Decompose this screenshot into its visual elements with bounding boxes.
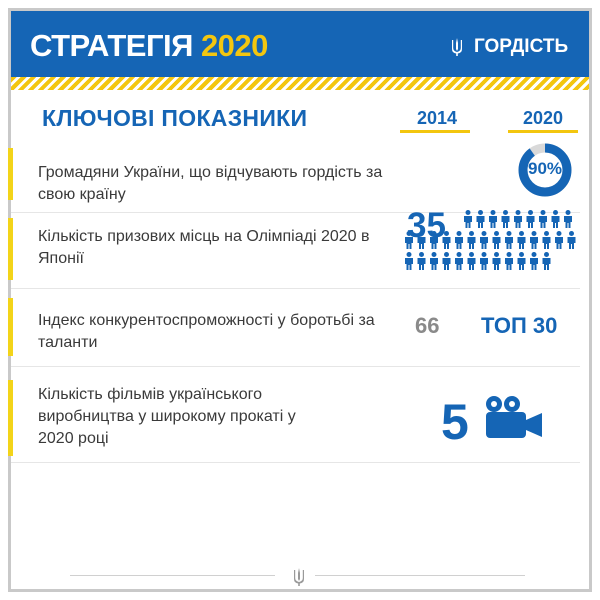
person-icon [530, 252, 538, 270]
footer-trident-icon [293, 568, 305, 586]
olympics-value: 35 [407, 206, 446, 245]
person-icon [539, 210, 547, 228]
column-year-2020: 2020 [522, 108, 564, 128]
row-label-competitiveness: Індекс конкурентоспроможності у боротьбі за таланти [38, 312, 375, 351]
year-underline-2014 [400, 130, 470, 133]
films-value: 5 [441, 394, 469, 450]
person-icon [493, 231, 501, 249]
person-icon [505, 252, 513, 270]
infographic-frame [8, 8, 592, 592]
row-label-olympics: Кількість призових місць на Олімпіаді 2020 в Японії [38, 228, 370, 267]
row-divider [11, 462, 580, 463]
footer-divider-right [315, 575, 525, 576]
row-accent-bar [8, 148, 13, 200]
header-title [30, 28, 268, 64]
person-icon [468, 252, 476, 270]
header-stripe [11, 77, 589, 90]
person-icon [464, 210, 472, 228]
person-icon [518, 252, 526, 270]
header-tag: ГОРДІСТЬ [474, 36, 569, 57]
year-underline-2020 [508, 130, 578, 133]
person-icon [418, 252, 426, 270]
row-accent-bar [8, 380, 13, 456]
person-icon [568, 231, 576, 249]
person-icon [480, 252, 488, 270]
header-title-text: СТРАТЕГІЯ [30, 28, 193, 63]
person-icon [552, 210, 560, 228]
person-icon [489, 210, 497, 228]
competitiveness-2014-value: 66 [415, 313, 440, 338]
person-icon [543, 252, 551, 270]
person-icon [505, 231, 513, 249]
person-icon [518, 231, 526, 249]
person-icon [527, 210, 535, 228]
person-icon [455, 231, 463, 249]
row-accent-bar [8, 218, 13, 280]
person-icon [430, 252, 438, 270]
person-icon [443, 252, 451, 270]
person-icon [564, 210, 572, 228]
row-divider [11, 366, 580, 367]
person-icon [477, 210, 485, 228]
person-icon [502, 210, 510, 228]
person-icon [530, 231, 538, 249]
person-icon [514, 210, 522, 228]
row-divider [11, 288, 580, 289]
section-title: КЛЮЧОВІ ПОКАЗНИКИ [42, 105, 308, 131]
footer-divider-left [70, 575, 275, 576]
header-year: 2020 [200, 28, 268, 63]
competitiveness-2020-value: ТОП 30 [481, 313, 558, 338]
row-label-films: Кількість фільмів українського виробництва у широкому прокаті у 2020 році [38, 386, 296, 447]
person-icon [480, 231, 488, 249]
person-icon [543, 231, 551, 249]
row-label-pride: Громадяни України, що відчувають гордість за свою країну [38, 164, 383, 203]
person-icon [468, 231, 476, 249]
person-icon [455, 252, 463, 270]
pride-value: 90% [527, 159, 563, 178]
person-icon [555, 231, 563, 249]
trident-icon [451, 38, 463, 56]
row-accent-bar [8, 298, 13, 356]
person-icon [405, 252, 413, 270]
person-icon [493, 252, 501, 270]
column-year-2014: 2014 [416, 108, 458, 128]
movie-camera-icon [482, 394, 544, 440]
